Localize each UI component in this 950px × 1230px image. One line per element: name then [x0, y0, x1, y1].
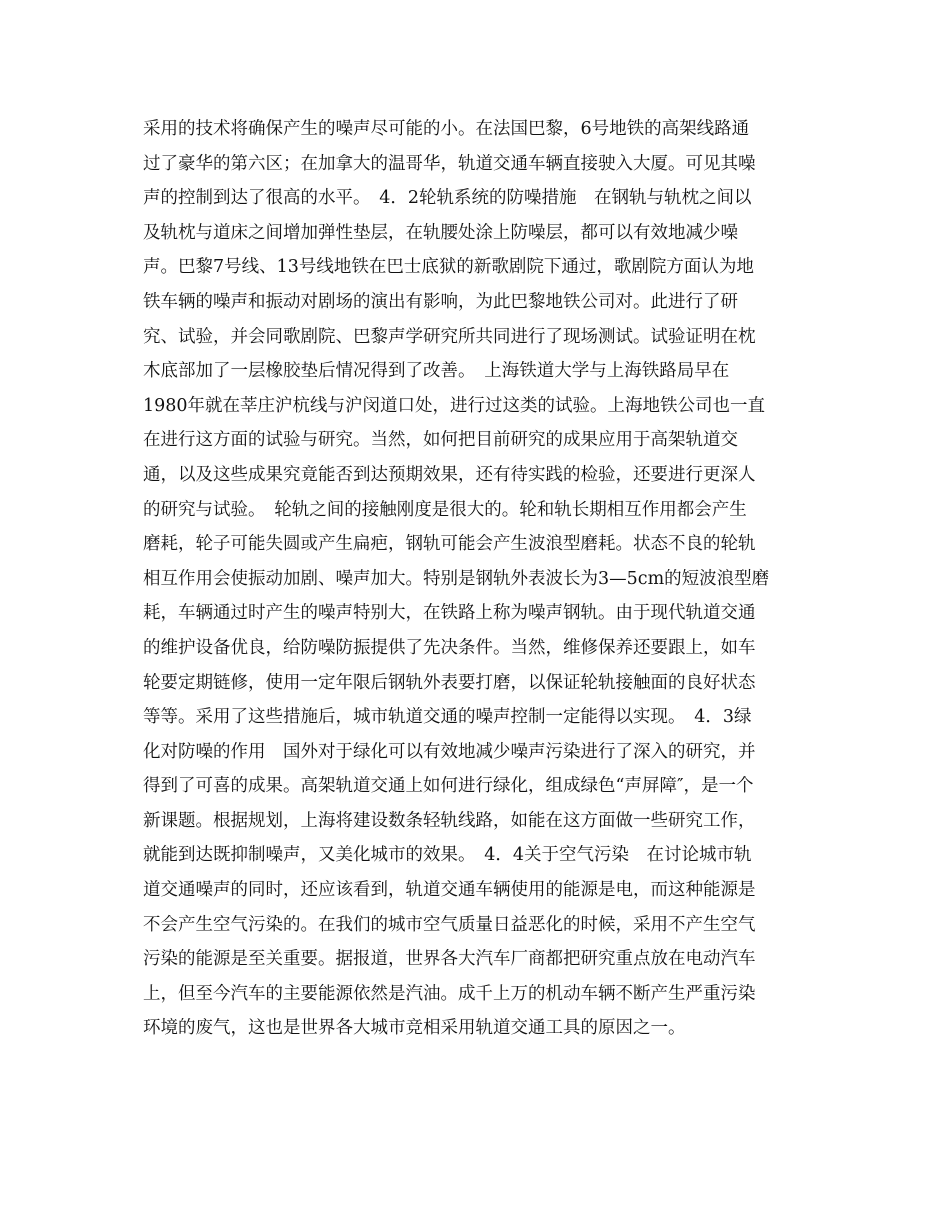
text-line: 铁车辆的噪声和振动对剧场的演出有影响，为此巴黎地铁公司对。此进行了研: [143, 291, 738, 312]
text-line: 究、试验，并会同歌剧院、巴黎声学研究所共同进行了现场测试。试验证明在枕: [143, 326, 756, 347]
text-line: 污染的能源是至关重要。据报道，世界各大汽车厂商都把研究重点放在电动汽车: [143, 949, 756, 970]
text-line: 上，但至今汽车的主要能源依然是汽油。成千上万的机动车辆不断产生严重污染: [143, 983, 756, 1004]
text-line: 及轨枕与道床之间增加弹性垫层，在轨腰处涂上防噪层，都可以有效地减少噪: [143, 222, 738, 243]
text-line: 就能到达既抑制噪声，又美化城市的效果。 4．4关于空气污染 在讨论城市轨: [143, 845, 752, 866]
text-line: 声。巴黎7号线、13号线地铁在巴士底狱的新歌剧院下通过，歌剧院方面认为地: [143, 257, 754, 278]
text-line: 化对防噪的作用 国外对于绿化可以有效地减少噪声污染进行了深入的研究，并: [143, 741, 756, 762]
text-line: 耗，车辆通过时产生的噪声特别大，在铁路上称为噪声钢轨。由于现代轨道交通: [143, 603, 756, 624]
text-line: 通，以及这些成果究竟能否到达预期效果，还有待实践的检验，还要进行更深人: [143, 464, 756, 485]
text-line: 得到了可喜的成果。高架轨道交通上如何进行绿化，组成绿色“声屏障″，是一个: [143, 776, 754, 797]
text-line: 道交通噪声的同时，还应该看到，轨道交通车辆使用的能源是电，而这种能源是: [143, 880, 756, 901]
body-text: [143, 112, 813, 1046]
text-line: 不会产生空气污染的。在我们的城市空气质量日益恶化的时候，采用不产生空气: [143, 914, 756, 935]
text-line: 环境的废气，这也是世界各大城市竞相采用轨道交通工具的原因之一。: [143, 1018, 686, 1039]
text-line: 的维护设备优良，给防噪防振提供了先决条件。当然，维修保养还要跟上，如车: [143, 637, 756, 658]
text-line: 采用的技术将确保产生的噪声尽可能的小。在法国巴黎，6号地铁的高架线路通: [143, 119, 750, 139]
text-line: 新课题。根据规划，上海将建设数条轻轨线路，如能在这方面做一些研究工作，: [143, 810, 756, 831]
text-line: 1980年就在莘庄沪杭线与沪闵道口处，进行过这类的试验。上海地铁公司也一直: [143, 395, 766, 416]
text-line: 轮要定期链修，使用一定年限后钢轨外表要打磨，以保证轮轨接触面的良好状态: [143, 672, 756, 693]
text-line: 声的控制到达了很高的水平。 4．2轮轨系统的防噪措施 在钢轨与轨枕之间以: [143, 188, 752, 209]
text-line: 木底部加了一层橡胶垫后情况得到了改善。 上海铁道大学与上海铁路局早在: [143, 361, 730, 382]
text-line: 磨耗，轮子可能失圆或产生扁疤，钢轨可能会产生波浪型磨耗。状态不良的轮轨: [143, 534, 756, 555]
text-line: 在进行这方面的试验与研究。当然，如何把目前研究的成果应用于高架轨道交: [143, 430, 738, 451]
text-line: 过了豪华的第六区；在加拿大的温哥华，轨道交通车辆直接驶入大厦。可见其噪: [143, 153, 756, 174]
text-line: 的研究与试验。 轮轨之间的接触刚度是很大的。轮和轨长期相互作用都会产生: [143, 499, 747, 520]
text-line: 相互作用会使振动加剧、噪声加大。特别是钢轨外表波长为3—5cm的短波浪型磨: [143, 568, 770, 589]
text-line: 等等。采用了这些措施后，城市轨道交通的噪声控制一定能得以实现。 4．3绿: [143, 707, 752, 728]
